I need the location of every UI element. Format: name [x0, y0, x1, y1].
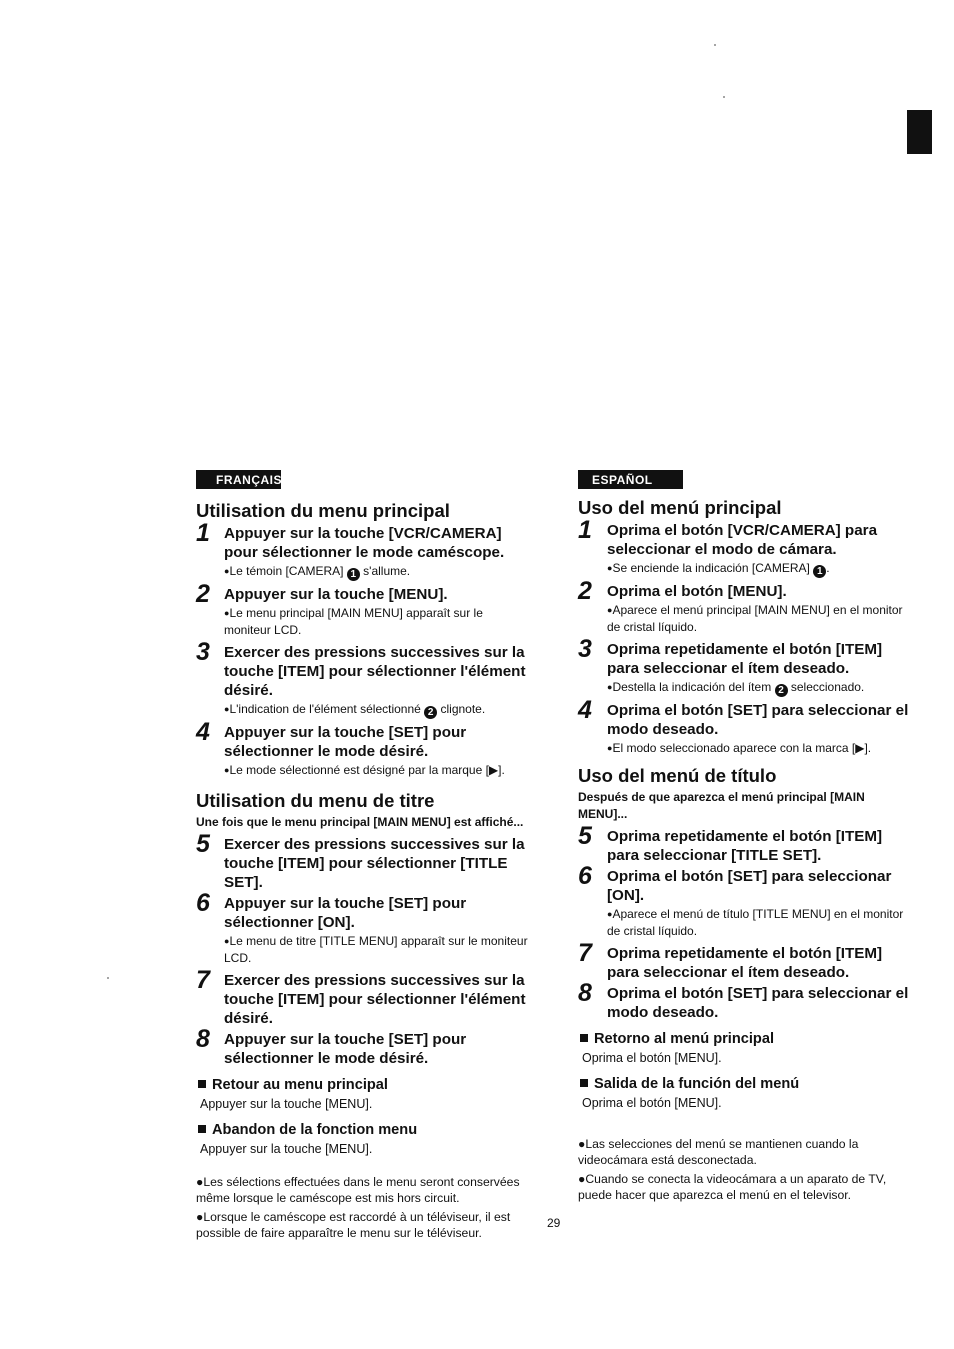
subsection-title: Abandon de la fonction menu	[196, 1121, 532, 1140]
step-note: ●Le menu de titre [TITLE MENU] apparaît sur le moniteur LCD.	[224, 934, 528, 965]
step-note: ●Aparece el menú de título [TITLE MENU] en el monitor de cristal líquido.	[607, 907, 904, 938]
step-note: ●Aparece el menú principal [MAIN MENU] en el monitor de cristal líquido.	[607, 603, 903, 634]
step-text: Oprima el botón [VCR/CAMERA] para seleccionar el modo de cámara.	[607, 522, 878, 558]
step-number: 7	[578, 939, 592, 967]
step-text: Oprima el botón [SET] para seleccionar [ON].	[607, 868, 892, 904]
step-number: 5	[196, 830, 210, 858]
step-text: Exercer des pressions successives sur la touche [ITEM] pour sélectionner l'élément désiré.	[224, 972, 526, 1027]
step-number: 4	[578, 696, 592, 724]
section-intro: Después de que aparezca el menú principal [MAIN MENU]...	[578, 790, 865, 821]
step-number: 6	[196, 889, 210, 917]
language-label: ESPAÑOL	[578, 470, 683, 489]
closing-note: ●Lorsque le caméscope est raccordé à un téléviseur, il est possible de faire apparaître le menu sur le téléviseur.	[196, 1210, 511, 1240]
subsection-title: Retorno al menú principal	[578, 1030, 914, 1049]
section-title: Utilisation du menu principal	[196, 500, 450, 521]
step-note: ●Le mode sélectionné est désigné par la marque [▶].	[224, 763, 505, 777]
step-text: Oprima repetidamente el botón [ITEM] para seleccionar [TITLE SET].	[607, 828, 883, 864]
step-number: 7	[196, 966, 210, 994]
step-text: Appuyer sur la touche [SET] pour sélectionner le mode désiré.	[224, 724, 467, 760]
indicator-marker: 2	[424, 706, 437, 719]
step-text: Appuyer sur la touche [SET] pour sélectionner le mode désiré.	[224, 1031, 467, 1067]
language-label: FRANÇAIS	[196, 470, 281, 489]
step-number: 2	[196, 580, 210, 608]
step-note: ●Destella la indicación del ítem 2 seleccionado.	[607, 680, 865, 696]
closing-note: ●Les sélections effectuées dans le menu seront conservées même lorsque le caméscope est mis hors circuit.	[196, 1175, 520, 1205]
step-note: ●Le menu principal [MAIN MENU] apparaît sur le moniteur LCD.	[224, 606, 483, 637]
step-number: 1	[196, 519, 210, 547]
scan-speck	[107, 977, 109, 979]
french-column	[196, 470, 532, 1244]
closing-note: ●Cuando se conecta la videocámara a un aparato de TV, puede hacer que aparezca el menú en el televisor.	[578, 1172, 887, 1202]
step-text: Appuyer sur la touche [SET] pour sélectionner [ON].	[224, 895, 467, 931]
subsection-body: Oprima el botón [MENU].	[582, 1051, 722, 1065]
step-text: Oprima repetidamente el botón [ITEM] para seleccionar el ítem deseado.	[607, 945, 883, 981]
spanish-column	[578, 470, 914, 1206]
step-number: 8	[578, 979, 592, 1007]
step-number: 6	[578, 862, 592, 890]
indicator-marker: 1	[813, 565, 826, 578]
step-text: Exercer des pressions successives sur la touche [ITEM] pour sélectionner l'élément désiré.	[224, 644, 526, 699]
step-text: Oprima repetidamente el botón [ITEM] para seleccionar el ítem deseado.	[607, 641, 883, 677]
step	[196, 580, 532, 639]
closing-note: ●Las selecciones del menú se mantienen cuando la videocámara está desconectada.	[578, 1137, 859, 1167]
section-intro: Une fois que le menu principal [MAIN MENU] est affiché...	[196, 815, 524, 829]
page-edge-marker	[907, 110, 932, 154]
square-bullet-icon	[198, 1125, 206, 1133]
step-note: ●Se enciende la indicación [CAMERA] 1 .	[607, 561, 830, 577]
step-text: Appuyer sur la touche [MENU].	[224, 586, 448, 603]
step-text: Exercer des pressions successives sur la touche [ITEM] pour sélectionner [TITLE SET].	[224, 836, 525, 891]
step	[196, 638, 532, 719]
step-note: ●El modo seleccionado aparece con la marca [▶].	[607, 741, 872, 755]
indicator-marker: 2	[775, 684, 788, 697]
step	[196, 889, 532, 967]
step-note: ●L'indication de l'élément sélectionné 2 clignote.	[224, 702, 486, 718]
subsection-title: Retour au menu principal	[196, 1076, 532, 1095]
closing-notes	[196, 1174, 532, 1241]
step	[196, 519, 532, 581]
section-title: Uso del menú de título	[578, 765, 777, 786]
step-text: Oprima el botón [SET] para seleccionar el modo deseado.	[607, 702, 909, 738]
step	[578, 635, 914, 697]
step-number: 1	[578, 516, 592, 544]
indicator-marker: 1	[347, 568, 360, 581]
step-text: Oprima el botón [SET] para seleccionar el modo deseado.	[607, 985, 909, 1021]
step-note: ●Le témoin [CAMERA] 1 s'allume.	[224, 564, 411, 580]
step	[578, 822, 914, 865]
step	[196, 966, 532, 1028]
step-text: Oprima el botón [MENU].	[607, 583, 787, 600]
step-number: 5	[578, 822, 592, 850]
step	[578, 516, 914, 578]
step	[196, 830, 532, 892]
square-bullet-icon	[580, 1079, 588, 1087]
scan-speck	[723, 96, 725, 98]
subsection-body: Oprima el botón [MENU].	[582, 1096, 722, 1110]
step-number: 3	[196, 638, 210, 666]
step	[196, 1025, 532, 1068]
step-number: 8	[196, 1025, 210, 1053]
section-title: Uso del menú principal	[578, 497, 782, 518]
step	[578, 979, 914, 1022]
section-title: Utilisation du menu de titre	[196, 790, 435, 811]
step-number: 4	[196, 718, 210, 746]
square-bullet-icon	[198, 1080, 206, 1088]
square-bullet-icon	[580, 1034, 588, 1042]
subsection-title: Salida de la función del menú	[578, 1075, 914, 1094]
step	[578, 939, 914, 982]
subsection-body: Appuyer sur la touche [MENU].	[200, 1097, 373, 1111]
step	[578, 862, 914, 940]
scan-speck	[714, 44, 716, 46]
closing-notes	[578, 1136, 914, 1203]
step	[578, 696, 914, 757]
step-number: 2	[578, 577, 592, 605]
step-text: Appuyer sur la touche [VCR/CAMERA] pour sélectionner le mode caméscope.	[224, 525, 505, 561]
step-number: 3	[578, 635, 592, 663]
step	[578, 577, 914, 636]
step	[196, 718, 532, 779]
page-number: 29	[547, 1216, 561, 1230]
subsection-body: Appuyer sur la touche [MENU].	[200, 1142, 373, 1156]
